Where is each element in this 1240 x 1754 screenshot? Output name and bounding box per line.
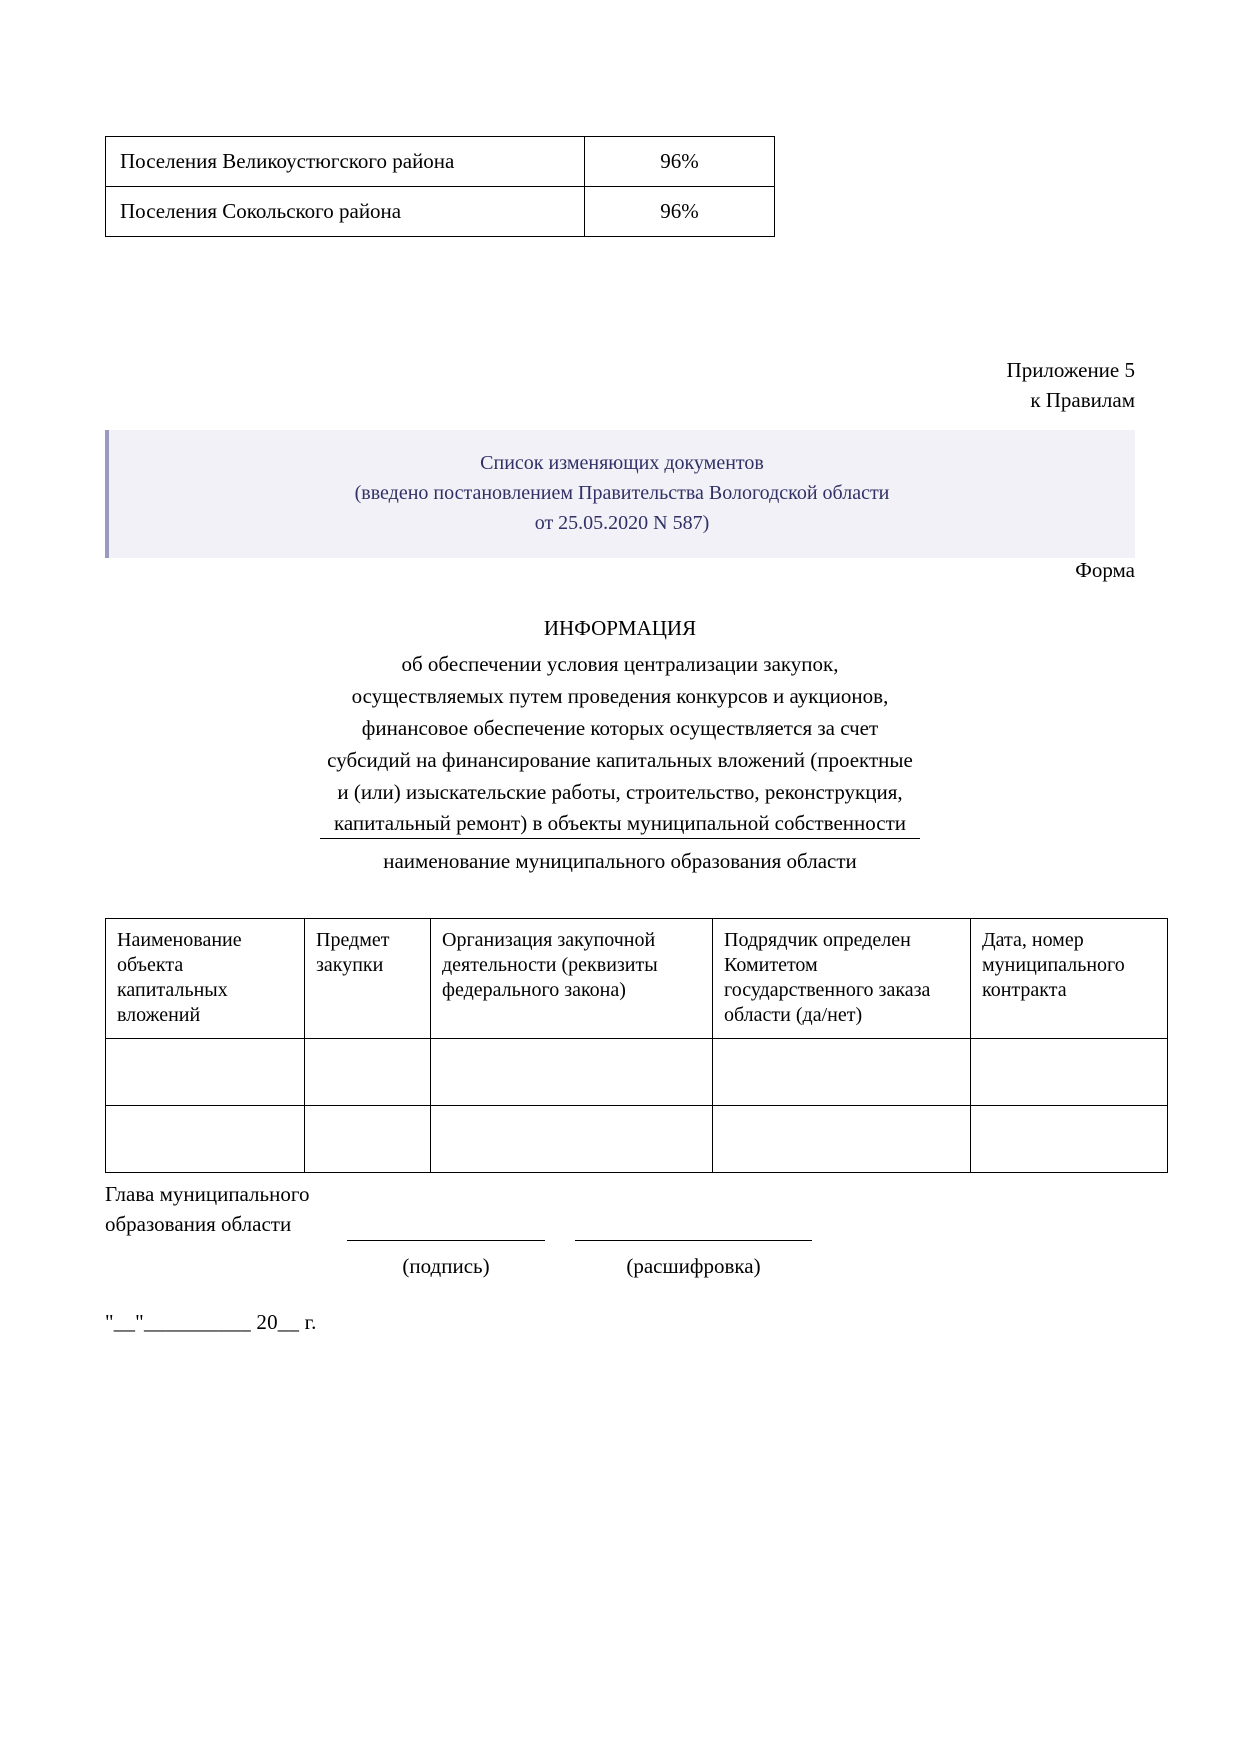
heading-line-1: об обеспечении условия централизации закупок,	[401, 651, 839, 676]
column-header-object-name: Наименование объекта капитальных вложений	[106, 919, 305, 1039]
settlement-value-cell: 96%	[585, 187, 775, 237]
heading-line-2: осуществляемых путем проведения конкурсов и аукционов,	[351, 683, 889, 708]
transcript-caption: (расшифровка)	[626, 1253, 761, 1278]
signature-captions-group	[105, 1254, 1135, 1288]
heading-line-4: субсидий на финансирование капитальных вложений (проектные	[327, 747, 913, 772]
cell-object-name[interactable]	[106, 1039, 305, 1106]
signature-caption: (подпись)	[402, 1253, 490, 1278]
cell-contractor-determined[interactable]	[713, 1039, 971, 1106]
capital-investment-form-table	[105, 918, 1168, 1173]
amendment-title: Список изменяющих документов	[480, 452, 764, 474]
signature-rules-group	[105, 1216, 1135, 1246]
signature-section	[105, 1180, 1135, 1335]
transcript-blank-rule[interactable]	[575, 1240, 812, 1241]
municipality-name-field-group	[105, 838, 1135, 874]
document-heading	[105, 613, 1135, 840]
signatory-role-line-2: образования области	[105, 1211, 292, 1236]
signature-blank-rule[interactable]	[347, 1240, 545, 1241]
settlements-percentage-table	[105, 136, 775, 237]
date-blank-line[interactable]: "__"__________ 20__ г.	[105, 1309, 317, 1334]
heading-line-5: и (или) изыскательские работы, строительство, реконструкция,	[337, 779, 903, 804]
municipality-name-blank-rule[interactable]	[320, 838, 920, 839]
appendix-parent-document: к Правилам	[1030, 388, 1135, 413]
appendix-reference	[1007, 355, 1135, 416]
signatory-role-line-1: Глава муниципального	[105, 1182, 310, 1206]
settlement-name-cell: Поселения Сокольского района	[106, 187, 585, 237]
table-row	[106, 137, 775, 187]
municipality-name-caption: наименование муниципального образования области	[383, 849, 857, 873]
cell-procurement-subject[interactable]	[305, 1039, 431, 1106]
cell-procurement-organization[interactable]	[431, 1039, 713, 1106]
cell-contractor-determined[interactable]	[713, 1106, 971, 1173]
cell-contract-date-number[interactable]	[971, 1106, 1168, 1173]
amendment-date-number: от 25.05.2020 N 587)	[534, 512, 710, 534]
settlement-value-cell: 96%	[585, 137, 775, 187]
heading-line-3: финансовое обеспечение которых осуществляется за счет	[361, 715, 879, 740]
column-header-contract-date-number: Дата, номер муниципального контракта	[971, 919, 1168, 1039]
cell-object-name[interactable]	[106, 1106, 305, 1173]
column-header-procurement-organization: Организация закупочной деятельности (реквизиты федерального закона)	[431, 919, 713, 1039]
table-row	[106, 1039, 1168, 1106]
amendment-source: (введено постановлением Правительства Вологодской области	[354, 482, 890, 504]
cell-procurement-organization[interactable]	[431, 1106, 713, 1173]
table-row	[106, 1106, 1168, 1173]
column-header-procurement-subject: Предмет закупки	[305, 919, 431, 1039]
amendment-notice-box	[105, 430, 1135, 558]
table-row	[106, 187, 775, 237]
cell-procurement-subject[interactable]	[305, 1106, 431, 1173]
table-header-row	[106, 919, 1168, 1039]
page-title: ИНФОРМАЦИЯ	[543, 616, 697, 640]
appendix-number: Приложение 5	[1006, 358, 1135, 382]
column-header-contractor-determined: Подрядчик определен Комитетом государственного заказа области (да/нет)	[713, 919, 971, 1039]
form-label: Форма	[1075, 558, 1135, 582]
settlement-name-cell: Поселения Великоустюгского района	[106, 137, 585, 187]
heading-line-6: капитальный ремонт) в объекты муниципальной собственности	[333, 811, 907, 836]
cell-contract-date-number[interactable]	[971, 1039, 1168, 1106]
